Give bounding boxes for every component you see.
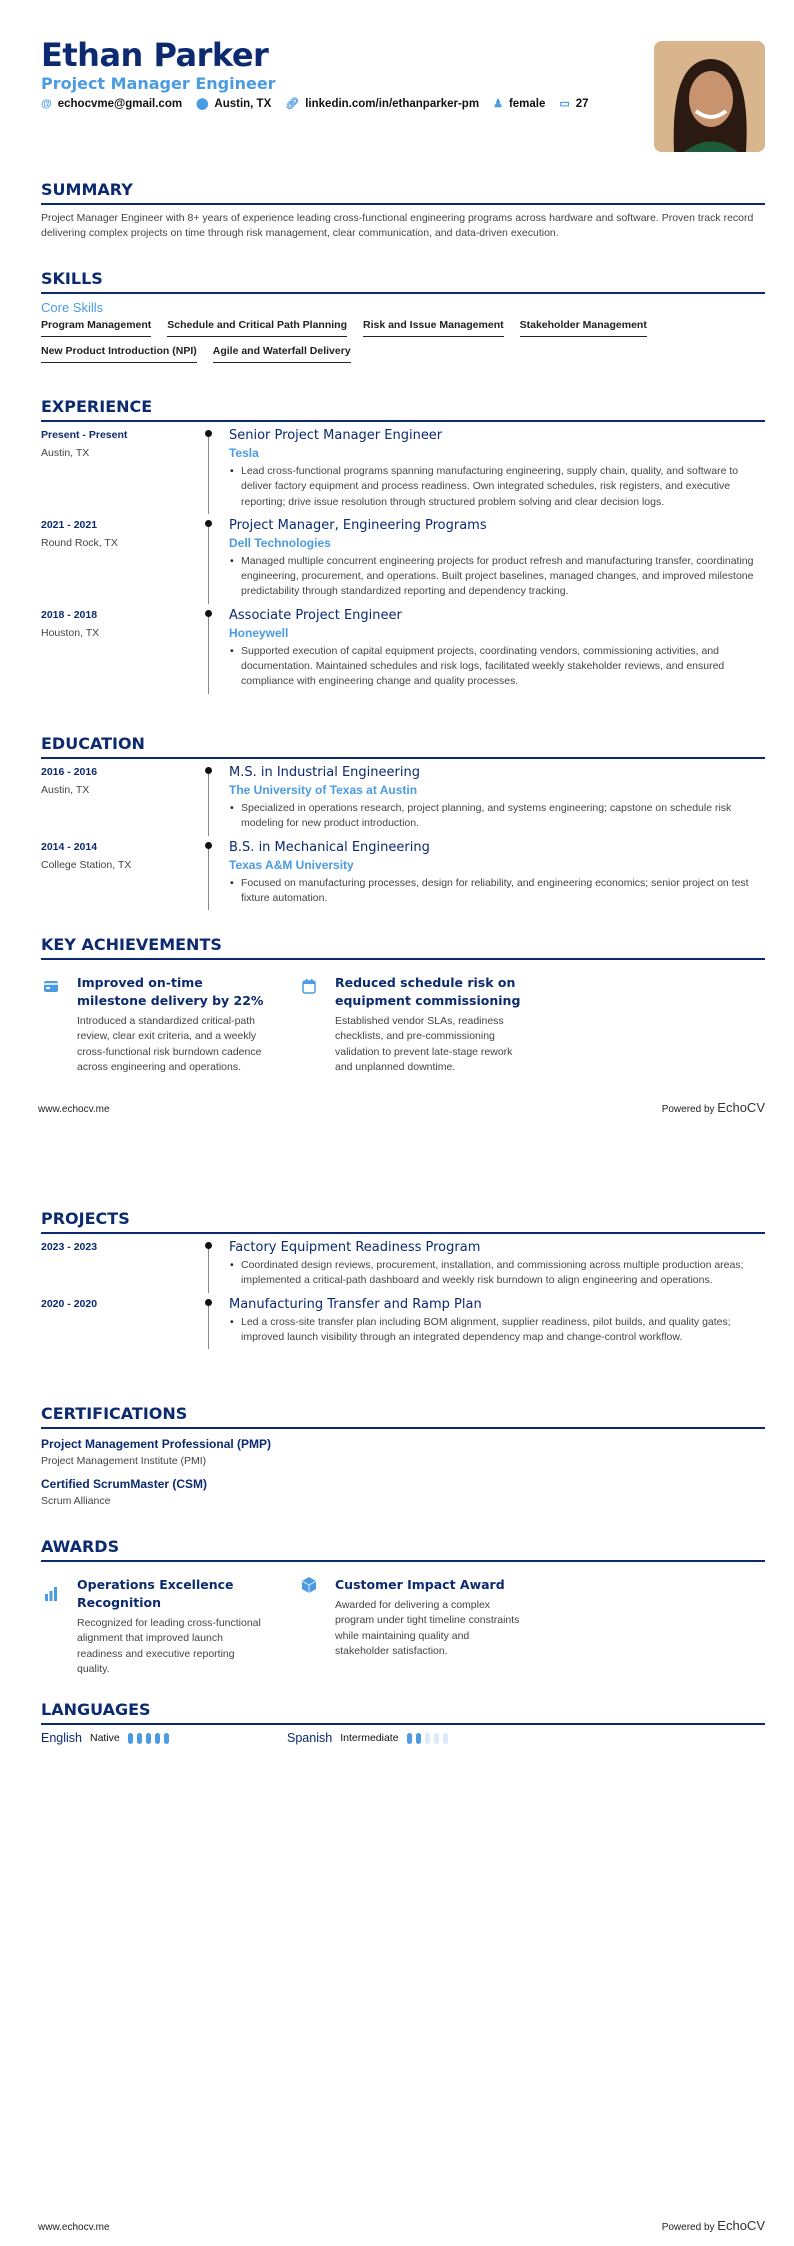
timeline-line xyxy=(208,1242,209,1293)
candidate-title: Project Manager Engineer xyxy=(41,74,276,93)
footer-site-link[interactable]: www.echocv.me xyxy=(38,1104,110,1115)
summary-section xyxy=(41,180,765,241)
contact-age-text: 27 xyxy=(575,97,589,110)
certification-issuer: Project Management Institute (PMI) xyxy=(41,1455,207,1467)
education-school: Texas A&M University xyxy=(229,857,354,872)
location-pin-icon: ⬤ xyxy=(196,98,209,110)
education-date: 2014 - 2014 xyxy=(41,840,98,853)
achievement-card xyxy=(299,974,557,1075)
footer-powered xyxy=(662,2218,765,2233)
contact-location xyxy=(196,97,271,110)
project-bullet: • Coordinated design reviews, procurement, installation, and commissioning across multiple production areas; implemented a critical-path dashboard and weekly risk burndown to align engineering and operations. xyxy=(241,1258,765,1289)
skills-heading: SKILLS xyxy=(41,269,765,294)
experience-bullet: • Managed multiple concurrent engineering projects for product refresh and manufacturing transfer, coordinating engineering, procurement, and operations. Built project baselines, managed changes, and improved milestone predictability through standardized reporting and dependency tracking. xyxy=(241,554,765,600)
education-school: The University of Texas at Austin xyxy=(229,783,418,797)
project-name: Factory Equipment Readiness Program xyxy=(229,1240,481,1255)
experience-item xyxy=(41,518,765,600)
language-name: English xyxy=(41,1731,82,1745)
skills-group-label: Core Skills xyxy=(41,300,104,315)
language-level: Intermediate xyxy=(340,1732,399,1744)
contact-age xyxy=(559,97,588,110)
certifications-section xyxy=(41,1404,765,1515)
proficiency-pip-filled xyxy=(407,1733,412,1744)
proficiency-pip-filled xyxy=(137,1733,142,1744)
achievement-desc: Established vendor SLAs, readiness checklists, and pre-commissioning validation to prevent late-stage rework and unplanned downtime. xyxy=(335,1015,513,1073)
certification-issuer: Scrum Alliance xyxy=(41,1495,111,1507)
experience-bullet: • Supported execution of capital equipment projects, coordinating vendors, commissioning activities, and documentation. Maintained schedules and risk logs, facilitated weekly stakeholder reviews, and ensured compliance with engineering change and quality processes. xyxy=(241,644,765,690)
skill-tag: Program Management xyxy=(41,319,151,337)
footer-site-link[interactable]: www.echocv.me xyxy=(38,2222,110,2233)
achievement-card xyxy=(41,974,299,1075)
contact-gender xyxy=(493,97,545,110)
education-degree: M.S. in Industrial Engineering xyxy=(229,765,420,780)
project-item xyxy=(41,1240,765,1289)
experience-role: Project Manager, Engineering Programs xyxy=(229,517,487,533)
at-icon: @ xyxy=(41,97,52,110)
page-footer xyxy=(38,1100,765,1115)
award-card xyxy=(41,1576,299,1677)
contact-gender-text: female xyxy=(508,97,546,110)
awards-heading: AWARDS xyxy=(41,1537,765,1562)
timeline-line xyxy=(208,520,209,604)
timeline-line xyxy=(208,1299,209,1350)
education-bullet: • Specialized in operations research, project planning, and systems engineering; capstone on schedule risk modeling for new product introduction. xyxy=(241,801,765,832)
certification-name: Project Management Professional (PMP) xyxy=(41,1437,272,1451)
summary-heading: SUMMARY xyxy=(41,180,765,205)
achievements-section xyxy=(41,935,765,1075)
footer-brand: EchoCV xyxy=(717,2218,765,2233)
skill-tag: Schedule and Critical Path Planning xyxy=(167,319,347,337)
skill-tag: New Product Introduction (NPI) xyxy=(41,345,197,363)
timeline-dot xyxy=(205,767,212,774)
awards-section xyxy=(41,1537,765,1677)
award-title: Customer Impact Award xyxy=(335,1577,505,1592)
timeline-dot xyxy=(205,1242,212,1249)
education-location: Austin, TX xyxy=(41,784,90,796)
achievement-title: Reduced schedule risk on equipment commissioning xyxy=(335,975,521,1008)
language-item xyxy=(41,1731,287,1745)
timeline-dot xyxy=(205,842,212,849)
contact-bar xyxy=(41,97,589,110)
education-heading: EDUCATION xyxy=(41,734,765,759)
achievement-title: Improved on-time milestone delivery by 22% xyxy=(77,975,264,1008)
experience-section xyxy=(41,397,765,698)
experience-date: 2018 - 2018 xyxy=(41,608,98,621)
bar-chart-icon xyxy=(41,1576,77,1677)
footer-brand: EchoCV xyxy=(717,1100,765,1115)
cube-icon xyxy=(299,1576,335,1677)
achievements-heading: KEY ACHIEVEMENTS xyxy=(41,935,765,960)
project-date: 2023 - 2023 xyxy=(41,1241,98,1253)
page-footer xyxy=(38,2218,765,2233)
proficiency-pip-filled xyxy=(146,1733,151,1744)
award-card xyxy=(299,1576,557,1677)
award-desc: Awarded for delivering a complex program under tight timeline constraints while maintaining quality and stakeholder satisfaction. xyxy=(335,1599,520,1657)
education-date: 2016 - 2016 xyxy=(41,766,98,778)
calendar-icon: ▭ xyxy=(559,98,570,110)
footer-powered-text: Powered by xyxy=(661,2222,715,2233)
link-icon: 🔗︎ xyxy=(285,98,300,110)
award-desc: Recognized for leading cross-functional alignment that improved launch readiness and executive reporting quality. xyxy=(77,1617,261,1675)
experience-date: Present - Present xyxy=(41,429,128,441)
timeline-line xyxy=(208,767,209,836)
timeline-line xyxy=(208,842,209,911)
project-date: 2020 - 2020 xyxy=(41,1297,98,1310)
education-item xyxy=(41,765,765,832)
timeline-dot xyxy=(205,610,212,617)
proficiency-pip-empty xyxy=(434,1733,439,1744)
skills-list xyxy=(41,319,765,363)
education-section xyxy=(41,734,765,914)
proficiency-pip-empty xyxy=(443,1733,448,1744)
experience-role: Senior Project Manager Engineer xyxy=(229,428,443,443)
skills-section xyxy=(41,269,765,363)
experience-company: Tesla xyxy=(229,446,259,460)
language-proficiency xyxy=(128,1733,169,1744)
candidate-name: Ethan Parker xyxy=(41,36,269,74)
proficiency-pip-filled xyxy=(416,1733,421,1744)
calendar-icon xyxy=(299,974,335,1075)
experience-item xyxy=(41,608,765,690)
language-name: Spanish xyxy=(287,1731,333,1745)
experience-location: Austin, TX xyxy=(41,447,90,459)
profile-photo xyxy=(654,41,765,152)
experience-role: Associate Project Engineer xyxy=(229,607,402,623)
project-bullet: • Led a cross-site transfer plan including BOM alignment, supplier readiness, pilot builds, and quality gates; improved launch visibility through an integrated dependency map and change-control workflow. xyxy=(241,1315,765,1346)
experience-bullet: • Lead cross-functional programs spanning manufacturing engineering, supply chain, quality, and software to deliver factory equipment and process readiness. Own integrated schedules, risk registers, and executive reporting; drive issue resolution through structured problem solving and clear decision logs. xyxy=(241,464,765,510)
footer-powered xyxy=(662,1100,765,1115)
contact-linkedin-text: linkedin.com/in/ethanparker-pm xyxy=(305,97,480,110)
experience-company: Honeywell xyxy=(229,625,289,640)
language-item xyxy=(287,1731,533,1745)
achievement-desc: Introduced a standardized critical-path review, clear exit criteria, and a weekly cross-functional risk burndown cadence across engineering and operations. xyxy=(77,1015,262,1073)
project-name: Manufacturing Transfer and Ramp Plan xyxy=(229,1296,482,1312)
skill-tag: Agile and Waterfall Delivery xyxy=(213,345,351,363)
education-item xyxy=(41,840,765,907)
proficiency-pip-empty xyxy=(425,1733,430,1744)
card-icon xyxy=(41,974,77,1075)
certification-name: Certified ScrumMaster (CSM) xyxy=(41,1477,208,1491)
contact-location-text: Austin, TX xyxy=(214,97,272,110)
language-proficiency xyxy=(407,1733,448,1744)
languages-heading: LANGUAGES xyxy=(41,1700,765,1725)
summary-text: Project Manager Engineer with 8+ years of experience leading cross-functional engineering programs across hardware and software. Proven track record delivering complex projects on time through risk management, clear communication, and data-driven execution. xyxy=(41,212,754,239)
contact-email-text: echocvme@gmail.com xyxy=(57,97,183,110)
contact-email[interactable] xyxy=(41,98,182,110)
project-item xyxy=(41,1297,765,1346)
education-bullet: • Focused on manufacturing processes, design for reliability, and engineering economics; senior project on test fixture automation. xyxy=(241,876,765,907)
timeline-dot xyxy=(205,520,212,527)
experience-location: Round Rock, TX xyxy=(41,536,118,549)
experience-heading: EXPERIENCE xyxy=(41,397,765,422)
footer-powered-text: Powered by xyxy=(661,1104,715,1115)
skill-tag: Stakeholder Management xyxy=(520,319,647,337)
experience-company: Dell Technologies xyxy=(229,535,331,550)
person-icon: ♟ xyxy=(493,98,503,110)
experience-date: 2021 - 2021 xyxy=(41,518,98,531)
timeline-dot xyxy=(205,430,212,437)
contact-linkedin[interactable] xyxy=(285,97,479,110)
certifications-heading: CERTIFICATIONS xyxy=(41,1404,765,1429)
proficiency-pip-filled xyxy=(128,1733,133,1744)
skill-tag: Risk and Issue Management xyxy=(363,319,504,337)
timeline-line xyxy=(208,430,209,514)
experience-item xyxy=(41,428,765,510)
languages-section xyxy=(41,1700,765,1745)
proficiency-pip-filled xyxy=(155,1733,160,1744)
timeline-line xyxy=(208,610,209,694)
education-location: College Station, TX xyxy=(41,858,132,871)
projects-heading: PROJECTS xyxy=(41,1209,765,1234)
proficiency-pip-filled xyxy=(164,1733,169,1744)
experience-location: Houston, TX xyxy=(41,626,100,639)
projects-section xyxy=(41,1209,765,1353)
education-degree: B.S. in Mechanical Engineering xyxy=(229,839,430,855)
language-level: Native xyxy=(90,1732,120,1744)
award-title: Operations Excellence Recognition xyxy=(77,1577,234,1610)
timeline-dot xyxy=(205,1299,212,1306)
